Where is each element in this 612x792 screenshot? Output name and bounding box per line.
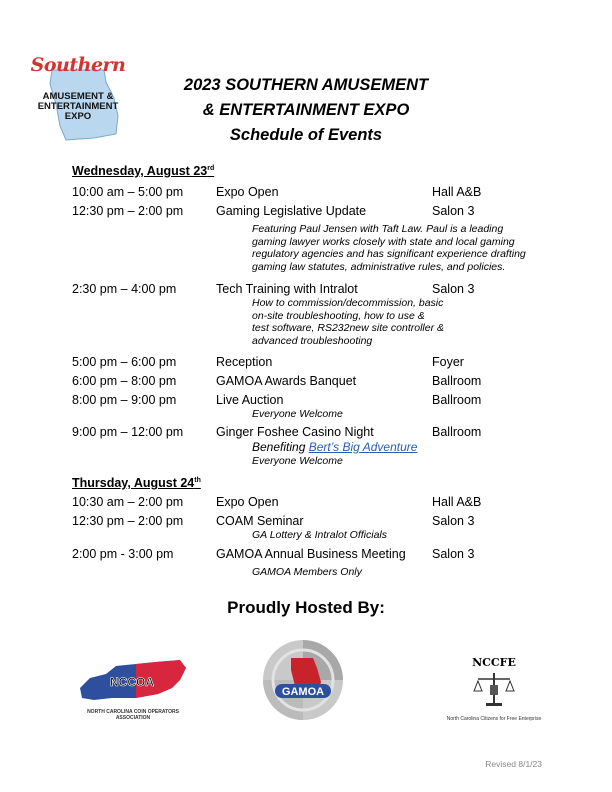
event-title: Expo Open <box>216 495 279 509</box>
nccfe-caption: North Carolina Citizens for Free Enterprise <box>446 716 542 722</box>
title-line-1: 2023 SOUTHERN AMUSEMENT <box>183 76 429 94</box>
title-line-2: & ENTERTAINMENT EXPO <box>202 101 410 119</box>
scales-of-justice-icon <box>432 669 556 709</box>
berts-big-adventure-link[interactable]: Bert’s Big Adventure <box>308 440 418 454</box>
event-time: 2:00 pm - 3:00 pm <box>72 547 174 561</box>
revised-date: Revised 8/1/23 <box>485 759 542 769</box>
event-location: Hall A&B <box>432 185 482 199</box>
event-location: Salon 3 <box>432 547 475 561</box>
event-time: 8:00 pm – 9:00 pm <box>72 393 177 407</box>
logo-line-1: AMUSEMENT & <box>42 91 114 102</box>
event-time: 12:30 pm – 2:00 pm <box>72 514 184 528</box>
gamoa-logo <box>261 638 345 722</box>
nccfe-logo <box>432 656 556 724</box>
event-note: Everyone Welcome <box>252 408 343 420</box>
event-location: Salon 3 <box>432 514 475 528</box>
event-note: GA Lottery & Intralot Officials <box>252 529 387 541</box>
nccfe-name: NCCFE <box>472 656 516 669</box>
event-location: Ballroom <box>432 374 482 388</box>
event-title: Ginger Foshee Casino Night <box>216 425 374 439</box>
event-time: 10:00 am – 5:00 pm <box>72 185 184 199</box>
event-time: 5:00 pm – 6:00 pm <box>72 355 177 369</box>
event-note: Featuring Paul Jensen with Taft Law. Paul is a leading gaming lawyer works closely with state and local gaming regulatory agencies and has significant experience drafting gaming law statutes, administrative rules, and policies. <box>252 223 526 273</box>
event-location: Ballroom <box>432 425 482 439</box>
event-time: 9:00 pm – 12:00 pm <box>72 425 184 439</box>
event-title: COAM Seminar <box>216 514 304 528</box>
event-location: Foyer <box>432 355 464 369</box>
nccoa-name: NCCOA <box>110 675 154 689</box>
event-title: Reception <box>216 355 273 369</box>
event-title: GAMOA Annual Business Meeting <box>216 547 406 561</box>
gamoa-name: GAMOA <box>281 686 325 698</box>
logo-line-2: ENTERTAINMENT <box>37 101 119 112</box>
event-location: Salon 3 <box>432 282 475 296</box>
event-title: Gaming Legislative Update <box>216 204 367 218</box>
event-title: Live Auction <box>216 393 284 407</box>
event-title: GAMOA Awards Banquet <box>216 374 357 388</box>
logo-script-text: Southern <box>30 54 126 76</box>
event-location: Salon 3 <box>432 204 475 218</box>
hosted-by-heading: Proudly Hosted By: <box>227 598 385 617</box>
title-schedule: Schedule of Events <box>229 126 383 144</box>
nccoa-caption: NORTH CAROLINA COIN OPERATORS ASSOCIATION <box>87 709 179 721</box>
event-title: Expo Open <box>216 185 279 199</box>
event-benefit: Benefiting Bert’s Big Adventure <box>252 440 418 454</box>
event-time: 12:30 pm – 2:00 pm <box>72 204 184 218</box>
event-time: 2:30 pm – 4:00 pm <box>72 282 177 296</box>
event-time: 10:30 am – 2:00 pm <box>72 495 184 509</box>
event-time: 6:00 pm – 8:00 pm <box>72 374 177 388</box>
event-location: Ballroom <box>432 393 482 407</box>
gamoa-seal-icon <box>261 638 345 722</box>
event-note: Everyone Welcome <box>252 455 343 467</box>
day-heading-wednesday: Wednesday, August 23rd <box>72 164 215 178</box>
event-location: Hall A&B <box>432 495 482 509</box>
logo-line-3: EXPO <box>64 111 92 122</box>
day-heading-thursday: Thursday, August 24th <box>72 476 201 490</box>
nccoa-logo <box>76 658 190 721</box>
event-note: How to commission/decommission, basic on-site troubleshooting, how to use & test software, RS232new site controller & advanced troubleshooting <box>252 297 445 347</box>
event-note: GAMOA Members Only <box>252 566 362 578</box>
north-carolina-map-icon <box>76 658 190 702</box>
event-title: Tech Training with Intralot <box>216 282 358 296</box>
